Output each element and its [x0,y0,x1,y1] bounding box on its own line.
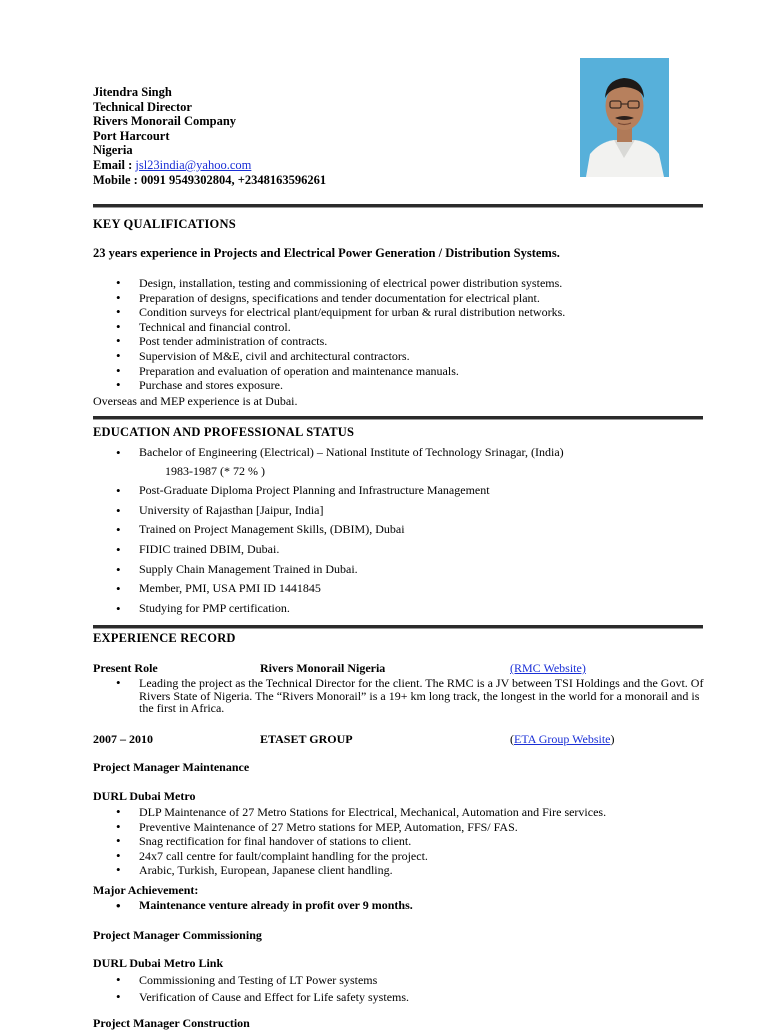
present-company: Rivers Monorail Nigeria [260,661,386,675]
pm-maintenance-project: DURL Dubai Metro [93,789,196,803]
candidate-name: Jitendra Singh [93,85,172,99]
commissioning-list [116,972,706,1005]
list-item: • Supervision of M&E, civil and architectural contractors. [116,349,706,364]
key-qualifications-heading: KEY QUALIFICATIONS [93,217,236,231]
list-item: • Maintenance venture already in profit over 9 months. [116,898,706,913]
list-item: • Preventive Maintenance of 27 Metro stations for MEP, Automation, FFS/ FAS. [116,820,706,835]
pm-construction-title: Project Manager Construction [93,1016,250,1030]
present-role-list [116,677,706,715]
mobile-line: Mobile : 0091 9549302804, +2348163596261 [93,172,327,187]
job-title: Technical Director [93,99,192,114]
list-item: • DLP Maintenance of 27 Metro Stations for Electrical, Mechanical, Automation and Fire services. [116,805,706,820]
list-item: • Trained on Project Management Skills, (DBIM), Dubai [116,520,706,540]
list-item: • Leading the project as the Technical Director for the client. The RMC is a JV between TSI Holdings and the Govt. Of Rivers State of Nigeria. The “Rivers Monorail” is a 19+ km long track, the longest in the world for a monorail and is the first in Africa. [116,677,706,715]
profile-photo [580,58,669,177]
list-item: • Purchase and stores exposure. [116,378,706,393]
eta-company: ETASET GROUP [260,732,353,746]
present-role-label: Present Role [93,661,158,675]
eta-website-link[interactable]: ETA Group Website [514,732,611,746]
list-item: • University of Rajasthan [Jaipur, India] [116,501,706,521]
list-item: • Preparation of designs, specifications and tender documentation for electrical plant. [116,291,706,306]
education-heading: EDUCATION AND PROFESSIONAL STATUS [93,425,355,439]
eta-link-wrapper: (ETA Group Website) [510,732,615,746]
experience-heading: EXPERIENCE RECORD [93,631,236,645]
list-item: • Member, PMI, USA PMI ID 1441845 [116,579,706,599]
email-line: Email : jsl23india@yahoo.com [93,157,252,172]
list-item: • 24x7 call centre for fault/complaint handling for the project. [116,849,706,864]
list-item: • Condition surveys for electrical plant/equipment for urban & rural distribution networks. [116,305,706,320]
list-item: • Commissioning and Testing of LT Power systems [116,972,706,989]
list-item: • Post-Graduate Diploma Project Planning and Infrastructure Management [116,481,706,501]
email-link[interactable]: jsl23india@yahoo.com [135,157,252,172]
list-item: • Design, installation, testing and commissioning of electrical power distribution systems. [116,276,706,291]
portrait-illustration [580,58,669,177]
list-item: • Arabic, Turkish, European, Japanese client handling. [116,863,706,878]
pm-commissioning-title: Project Manager Commissioning [93,928,262,942]
contact-block [93,85,326,187]
section-divider [93,204,703,208]
list-item: • Supply Chain Management Trained in Dubai. [116,560,706,580]
rmc-website-link[interactable]: (RMC Website) [510,661,586,675]
list-item: • Technical and financial control. [116,320,706,335]
list-item: • Preparation and evaluation of operation and maintenance manuals. [116,364,706,379]
eta-period: 2007 – 2010 [93,732,153,746]
list-item: • Snag rectification for final handover of stations to client. [116,834,706,849]
degree-years: 1983-1987 (* 72 % ) [165,463,265,478]
experience-summary: 23 years experience in Projects and Electrical Power Generation / Distribution Systems. [93,246,560,260]
qualifications-list [116,276,706,393]
education-list [116,443,706,618]
section-divider [93,625,703,629]
maintenance-list [116,805,706,878]
city: Port Harcourt [93,128,170,143]
pm-maintenance-title: Project Manager Maintenance [93,760,250,774]
achievement-list [116,898,706,913]
overseas-note: Overseas and MEP experience is at Dubai. [93,394,298,408]
pm-commissioning-project: DURL Dubai Metro Link [93,956,224,970]
company-name: Rivers Monorail Company [93,114,237,129]
list-item: • Post tender administration of contracts. [116,334,706,349]
list-item: • Verification of Cause and Effect for Life safety systems. [116,989,706,1006]
achievement-label: Major Achievement: [93,883,199,897]
list-item: • Bachelor of Engineering (Electrical) – National Institute of Technology Srinagar, (India) 1983-1987 (* 72 % ) [116,443,706,481]
list-item: • FIDIC trained DBIM, Dubai. [116,540,706,560]
list-item: • Studying for PMP certification. [116,599,706,619]
country: Nigeria [93,143,133,158]
section-divider [93,416,703,420]
